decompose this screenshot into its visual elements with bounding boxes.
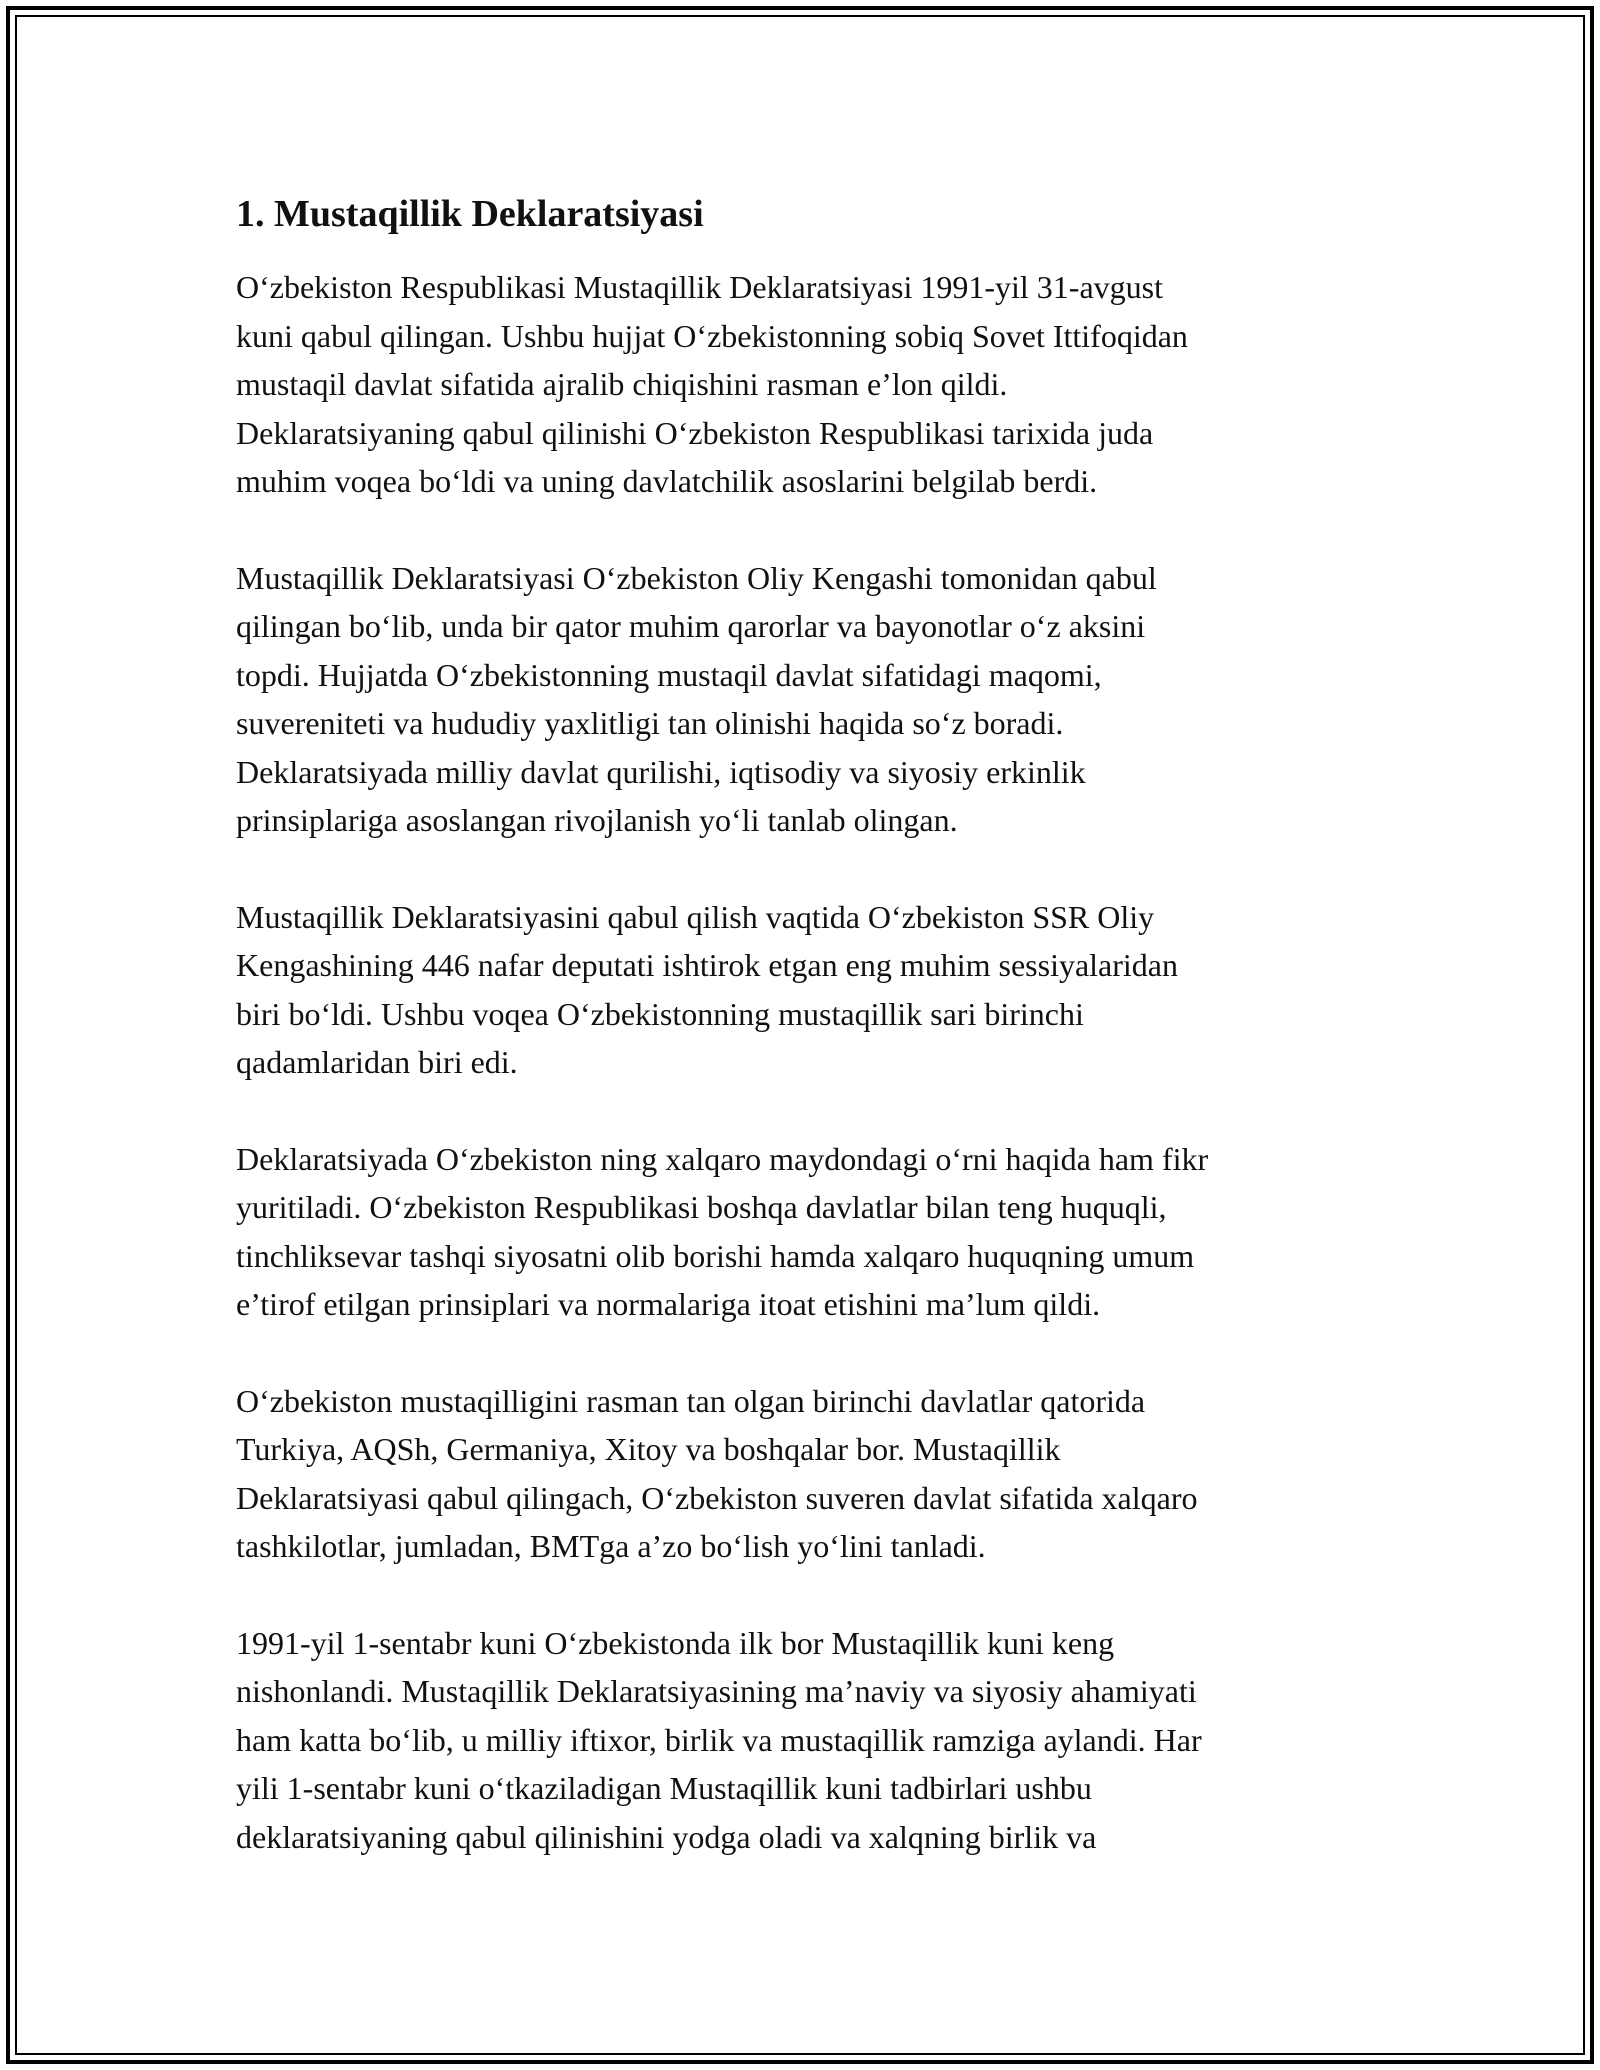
- paragraph-5: [236, 1377, 1356, 1571]
- paragraph-3: [236, 893, 1356, 1087]
- text-line: deklaratsiyaning qabul qilinishini yodga oladi va xalqning birlik va: [236, 1818, 1097, 1855]
- text-line: O‘zbekiston mustaqilligini rasman tan olgan birinchi davlatlar qatorida: [236, 1382, 1146, 1419]
- text-line: biri bo‘ldi. Ushbu voqea O‘zbekistonning mustaqillik sari birinchi: [236, 995, 1084, 1032]
- section-title: 1. Mustaqillik Deklaratsiyasi: [236, 193, 704, 235]
- text-line: qilingan bo‘lib, unda bir qator muhim qarorlar va bayonotlar o‘z aksini: [236, 608, 1146, 644]
- text-line: tinchliksevar tashqi siyosatni olib borishi hamda xalqaro huquqning umum: [236, 1237, 1195, 1274]
- text-line: kuni qabul qilingan. Ushbu hujjat O‘zbekistonning sobiq Sovet Ittifoqidan: [236, 317, 1188, 354]
- text-line: 1991-yil 1-sentabr kuni O‘zbekistonda ilk bor Mustaqillik kuni keng: [236, 1624, 1115, 1661]
- text-line: Turkiya, AQSh, Germaniya, Xitoy va boshqalar bor. Mustaqillik: [236, 1431, 1061, 1467]
- paragraph-1: [236, 263, 1356, 506]
- text-line: ham katta bo‘lib, u milliy iftixor, birlik va mustaqillik ramziga aylandi. Har: [236, 1721, 1202, 1758]
- text-line: Mustaqillik Deklaratsiyasini qabul qilish vaqtida O‘zbekiston SSR Oliy: [236, 898, 1155, 935]
- text-line: mustaqil davlat sifatida ajralib chiqishini rasman e’lon qildi.: [236, 366, 1008, 402]
- text-line: Deklaratsiyada O‘zbekiston ning xalqaro maydondagi o‘rni haqida ham fikr: [236, 1140, 1209, 1177]
- paragraph-6: [236, 1619, 1356, 1862]
- text-line: Deklaratsiyasi qabul qilingach, O‘zbekiston suveren davlat sifatida xalqaro: [236, 1479, 1198, 1516]
- text-line: Kengashining 446 nafar deputati ishtirok etgan eng muhim sessiyalaridan: [236, 947, 1178, 983]
- text-line: Deklaratsiyada milliy davlat qurilishi, iqtisodiy va siyosiy erkinlik: [236, 753, 1086, 790]
- text-line: Deklaratsiyaning qabul qilinishi O‘zbekiston Respublikasi tarixida juda: [236, 414, 1154, 451]
- text-line: muhim voqea bo‘ldi va uning davlatchilik asoslarini belgilab berdi.: [236, 463, 1098, 499]
- text-line: O‘zbekiston Respublikasi Mustaqillik Deklaratsiyasi 1991-yil 31-avgust: [236, 269, 1163, 305]
- paragraph-4: [236, 1135, 1356, 1329]
- text-line: yuritiladi. O‘zbekiston Respublikasi boshqa davlatlar bilan teng huquqli,: [236, 1189, 1167, 1225]
- text-line: e’tirof etilgan prinsiplari va normalariga itoat etishini ma’lum qildi.: [236, 1286, 1101, 1322]
- text-line: suvereniteti va hududiy yaxlitligi tan olinishi haqida so‘z boradi.: [236, 705, 1064, 741]
- text-line: qadamlaridan biri edi.: [236, 1044, 518, 1080]
- paragraph-2: [236, 554, 1356, 845]
- text-line: topdi. Hujjatda O‘zbekistonning mustaqil davlat sifatidagi maqomi,: [236, 656, 1102, 693]
- text-line: yili 1-sentabr kuni o‘tkaziladigan Mustaqillik kuni tadbirlari ushbu: [236, 1770, 1092, 1806]
- text-line: tashkilotlar, jumladan, BMTga a’zo bo‘lish yo‘lini tanladi.: [236, 1528, 986, 1564]
- text-line: Mustaqillik Deklaratsiyasi O‘zbekiston Oliy Kengashi tomonidan qabul: [236, 559, 1157, 596]
- text-line: prinsiplariga asoslangan rivojlanish yo‘li tanlab olingan.: [236, 802, 958, 838]
- text-line: nishonlandi. Mustaqillik Deklaratsiyasining ma’naviy va siyosiy ahamiyati: [236, 1673, 1197, 1709]
- document-body: [236, 186, 1356, 1909]
